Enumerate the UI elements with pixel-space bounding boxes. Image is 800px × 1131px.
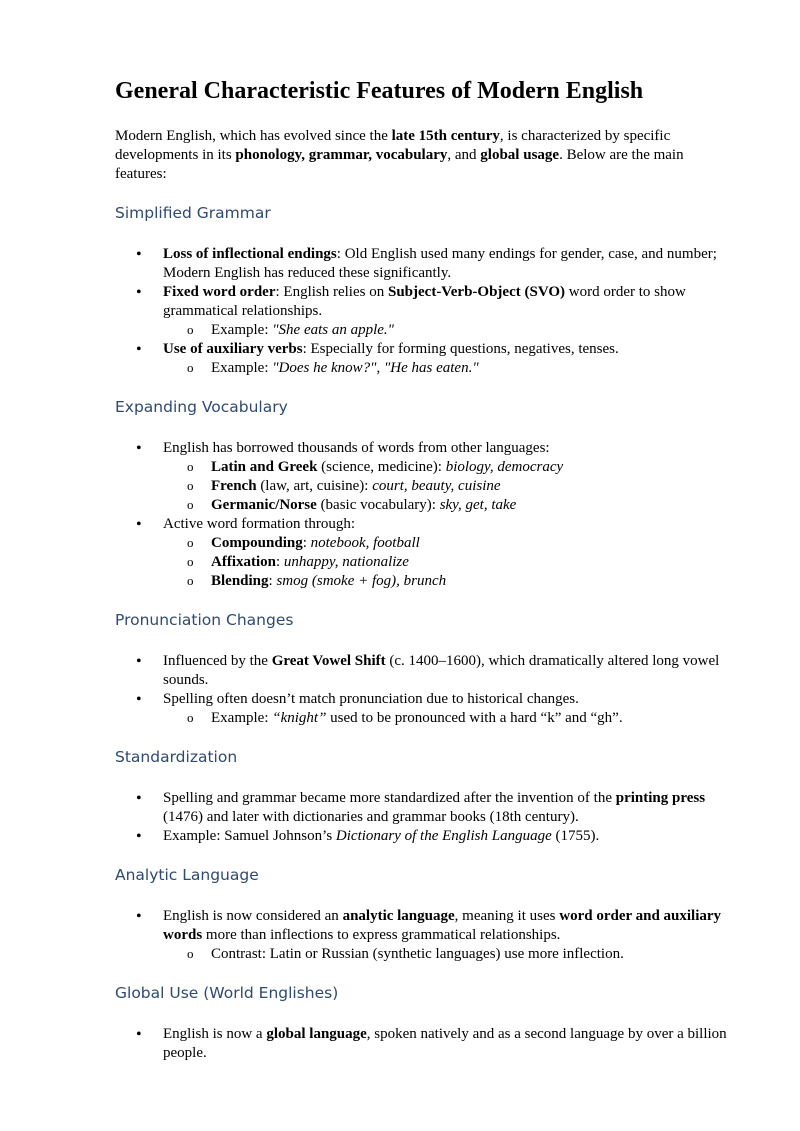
item-text: more than inflections to express grammatical relationships. bbox=[202, 927, 561, 943]
sub-item-text: Contrast: Latin or Russian (synthetic languages) use more inflection. bbox=[211, 946, 624, 962]
sub-list-item bbox=[163, 496, 735, 515]
sub-item-term: Affixation bbox=[211, 554, 276, 570]
section-heading-simplified-grammar: Simplified Grammar bbox=[115, 204, 271, 222]
item-text: Spelling often doesn’t match pronunciation due to historical changes. bbox=[163, 691, 579, 707]
sub-item-term: Germanic/Norse bbox=[211, 497, 317, 513]
sub-item-text: , bbox=[376, 360, 384, 376]
item-text: : Old English used many endings for gender, case, and number; Modern English has reduced these significantly. bbox=[163, 246, 717, 281]
sub-item-term: Compounding bbox=[211, 535, 303, 551]
intro-paragraph bbox=[115, 127, 735, 184]
sub-item-example: notebook, football bbox=[310, 535, 420, 551]
intro-text: . Below are the main features: bbox=[115, 147, 684, 182]
sub-list bbox=[163, 359, 735, 378]
intro-text: , and bbox=[447, 147, 481, 163]
sub-list-item bbox=[163, 553, 735, 572]
section-heading-pronunciation-changes: Pronunciation Changes bbox=[115, 611, 294, 629]
sub-list-item bbox=[163, 709, 735, 728]
intro-text: , is characterized by specific developments in its bbox=[115, 128, 671, 163]
item-bold: word order and auxiliary words bbox=[163, 908, 722, 943]
item-text: , spoken natively and as a second language by over a billion people. bbox=[163, 1026, 727, 1061]
sub-list-item bbox=[163, 572, 735, 591]
section-list bbox=[115, 245, 735, 378]
page-title: General Characteristic Features of Modern English bbox=[115, 78, 644, 104]
list-item bbox=[115, 340, 735, 378]
section-heading-standardization: Standardization bbox=[115, 748, 238, 766]
list-item bbox=[115, 1025, 735, 1063]
sub-list bbox=[163, 458, 735, 515]
sub-item-example: "Does he know?" bbox=[272, 360, 377, 376]
sub-item-text: used to be pronounced with a hard “k” and “gh”. bbox=[326, 710, 623, 726]
sub-list-item bbox=[163, 534, 735, 553]
section-list bbox=[115, 789, 735, 846]
item-text: word order to show grammatical relationships. bbox=[163, 284, 686, 319]
item-text: English has borrowed thousands of words from other languages: bbox=[163, 440, 550, 456]
item-text: : English relies on bbox=[275, 284, 388, 300]
sub-item-example: smog (smoke + fog), brunch bbox=[276, 573, 447, 589]
section-heading-analytic-language: Analytic Language bbox=[115, 866, 259, 884]
list-item bbox=[115, 789, 735, 827]
sub-item-example: unhappy, nationalize bbox=[283, 554, 409, 570]
sub-list-item bbox=[163, 359, 735, 378]
sub-item-term: French bbox=[211, 478, 257, 494]
list-item bbox=[115, 690, 735, 728]
item-text: (1476) and later with dictionaries and grammar books (18th century). bbox=[163, 809, 579, 825]
list-item bbox=[115, 515, 735, 591]
sub-item-term: Blending bbox=[211, 573, 269, 589]
sub-list-item bbox=[163, 945, 735, 964]
sub-list-item bbox=[163, 477, 735, 496]
sub-list bbox=[163, 709, 735, 728]
sub-item-text: : bbox=[302, 535, 311, 551]
item-text: Example: Samuel Johnson’s bbox=[163, 828, 336, 844]
section-list bbox=[115, 1025, 735, 1063]
intro-bold: late 15th century bbox=[391, 128, 500, 144]
item-bold: global language bbox=[266, 1026, 367, 1042]
sub-item-text: (law, art, cuisine): bbox=[256, 478, 373, 494]
sub-item-text: : bbox=[276, 554, 284, 570]
item-term: Loss of inflectional endings bbox=[163, 246, 337, 262]
sub-item-example: "He has eaten." bbox=[383, 360, 479, 376]
list-item bbox=[115, 907, 735, 964]
item-term: Use of auxiliary verbs bbox=[163, 341, 303, 357]
sub-item-example: "She eats an apple." bbox=[272, 322, 394, 338]
intro-bold: global usage bbox=[480, 147, 560, 163]
item-text: (c. 1400–1600), which dramatically altered long vowel sounds. bbox=[163, 653, 720, 688]
item-bold: printing press bbox=[615, 790, 706, 806]
section-list bbox=[115, 652, 735, 728]
list-item bbox=[115, 283, 735, 340]
item-text: Active word formation through: bbox=[163, 516, 356, 532]
section-heading-expanding-vocabulary: Expanding Vocabulary bbox=[115, 398, 288, 416]
sub-item-text: Example: bbox=[211, 710, 273, 726]
section-list bbox=[115, 907, 735, 964]
section-heading-global-use: Global Use (World Englishes) bbox=[115, 984, 339, 1002]
sub-item-text: Example: bbox=[211, 360, 273, 376]
intro-text: Modern English, which has evolved since the bbox=[115, 128, 392, 144]
item-bold: Great Vowel Shift bbox=[271, 653, 386, 669]
item-text: Influenced by the bbox=[163, 653, 272, 669]
sub-item-term: Latin and Greek bbox=[211, 459, 318, 475]
section-list bbox=[115, 439, 735, 591]
sub-item-text: : bbox=[268, 573, 277, 589]
sub-item-text: (science, medicine): bbox=[317, 459, 446, 475]
list-item bbox=[115, 827, 735, 846]
sub-list bbox=[163, 321, 735, 340]
item-bold: analytic language bbox=[342, 908, 455, 924]
sub-item-example: biology, democracy bbox=[445, 459, 564, 475]
list-item bbox=[115, 652, 735, 690]
sub-list-item bbox=[163, 458, 735, 477]
intro-bold: phonology, grammar, vocabulary bbox=[235, 147, 448, 163]
item-italic: Dictionary of the English Language bbox=[335, 828, 552, 844]
sub-item-example: court, beauty, cuisine bbox=[372, 478, 501, 494]
list-item bbox=[115, 245, 735, 283]
item-text: English is now considered an bbox=[163, 908, 343, 924]
sub-list bbox=[163, 945, 735, 964]
sub-list bbox=[163, 534, 735, 591]
item-text: English is now a bbox=[163, 1026, 267, 1042]
sub-item-text: (basic vocabulary): bbox=[316, 497, 440, 513]
document-page bbox=[115, 76, 735, 1081]
sub-item-example: “knight” bbox=[272, 710, 327, 726]
item-term: Fixed word order bbox=[163, 284, 276, 300]
item-text: (1755). bbox=[551, 828, 600, 844]
sub-list-item bbox=[163, 321, 735, 340]
item-text: , meaning it uses bbox=[454, 908, 560, 924]
sub-item-example: sky, get, take bbox=[439, 497, 517, 513]
sub-item-text: Example: bbox=[211, 322, 273, 338]
item-bold: Subject-Verb-Object (SVO) bbox=[387, 284, 566, 300]
item-text: Spelling and grammar became more standardized after the invention of the bbox=[163, 790, 616, 806]
item-text: : Especially for forming questions, negatives, tenses. bbox=[302, 341, 619, 357]
list-item bbox=[115, 439, 735, 515]
